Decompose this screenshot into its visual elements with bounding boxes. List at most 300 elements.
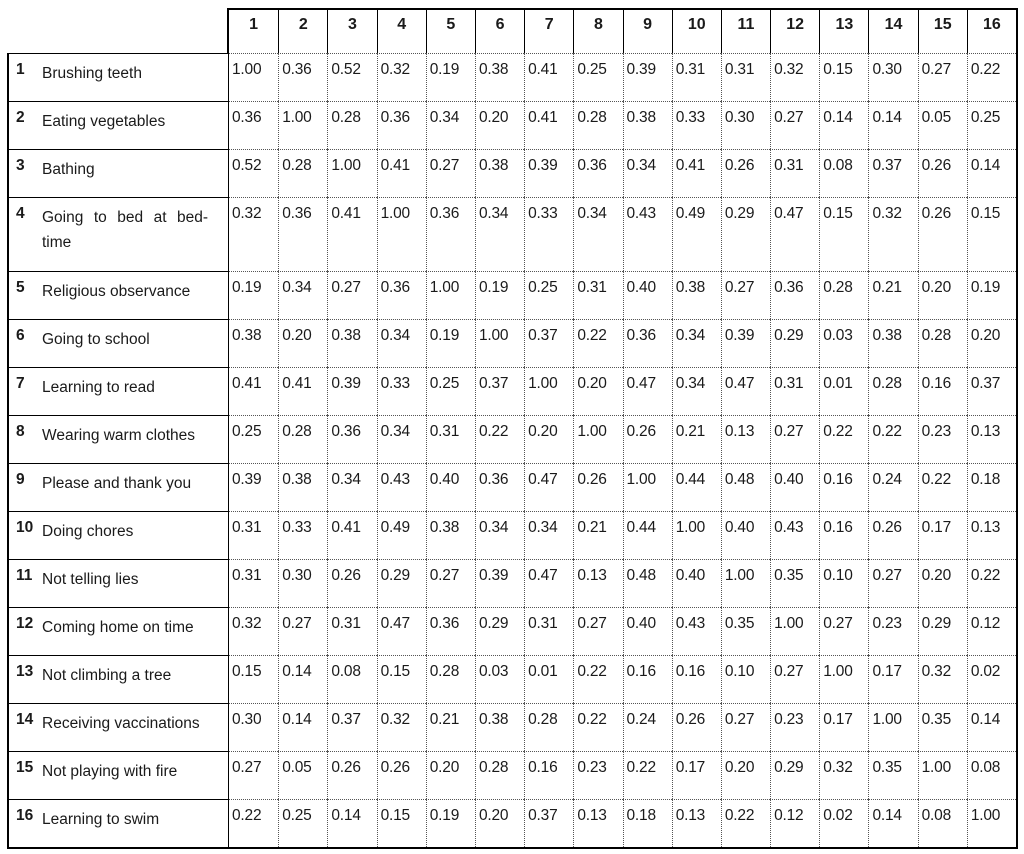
matrix-value: 0.14 xyxy=(868,101,917,149)
matrix-value: 0.34 xyxy=(573,197,622,271)
matrix-value: 0.22 xyxy=(721,799,770,847)
matrix-value: 0.10 xyxy=(819,559,868,607)
matrix-value: 0.37 xyxy=(524,319,573,367)
matrix-value: 0.02 xyxy=(819,799,868,847)
column-header: 6 xyxy=(475,10,524,53)
matrix-value: 0.34 xyxy=(475,197,524,271)
matrix-value: 0.31 xyxy=(721,53,770,101)
matrix-value: 0.14 xyxy=(278,703,327,751)
row-label: Wearing warm clothes xyxy=(42,415,229,463)
matrix-value: 0.38 xyxy=(475,703,524,751)
column-header: 1 xyxy=(249,16,259,33)
matrix-value: 0.28 xyxy=(868,367,917,415)
matrix-value: 0.15 xyxy=(377,655,426,703)
matrix-value: 0.47 xyxy=(721,367,770,415)
matrix-value: 0.47 xyxy=(623,367,672,415)
row-label: Doing chores xyxy=(42,511,229,559)
row-number: 12 xyxy=(9,607,42,655)
row-label: Not playing with fire xyxy=(42,751,229,799)
column-header: 4 xyxy=(377,10,426,53)
matrix-value: 0.27 xyxy=(770,101,819,149)
matrix-value: 0.36 xyxy=(278,53,327,101)
matrix-value: 0.27 xyxy=(426,149,475,197)
table-row xyxy=(9,655,1016,703)
matrix-value: 0.27 xyxy=(327,271,376,319)
matrix-value: 0.16 xyxy=(524,751,573,799)
matrix-value: 0.39 xyxy=(623,53,672,101)
matrix-value: 0.30 xyxy=(868,53,917,101)
matrix-value: 0.41 xyxy=(672,149,721,197)
matrix-value: 0.36 xyxy=(229,101,278,149)
matrix-value: 0.32 xyxy=(819,751,868,799)
matrix-value: 0.22 xyxy=(967,53,1016,101)
matrix-value: 0.03 xyxy=(819,319,868,367)
matrix-value: 0.16 xyxy=(918,367,967,415)
matrix-value: 0.13 xyxy=(967,415,1016,463)
matrix-value: 0.19 xyxy=(229,271,278,319)
matrix-value: 0.23 xyxy=(770,703,819,751)
row-label: Going to bed at bed-time xyxy=(42,197,229,271)
column-header: 5 xyxy=(426,10,475,53)
matrix-value: 0.35 xyxy=(721,607,770,655)
matrix-value: 0.48 xyxy=(623,559,672,607)
row-number: 9 xyxy=(9,463,42,511)
matrix-value: 0.23 xyxy=(573,751,622,799)
matrix-value: 0.08 xyxy=(967,751,1016,799)
matrix-value: 0.26 xyxy=(868,511,917,559)
matrix-value: 0.17 xyxy=(819,703,868,751)
matrix-value: 0.38 xyxy=(623,101,672,149)
matrix-value: 0.48 xyxy=(721,463,770,511)
column-header: 9 xyxy=(623,10,672,53)
header-row xyxy=(227,8,1018,53)
row-label: Please and thank you xyxy=(42,463,229,511)
matrix-value: 0.20 xyxy=(721,751,770,799)
matrix-value: 0.13 xyxy=(573,799,622,847)
matrix-value: 1.00 xyxy=(475,319,524,367)
matrix-value: 0.15 xyxy=(377,799,426,847)
matrix-value: 0.28 xyxy=(819,271,868,319)
column-header: 16 xyxy=(967,10,1016,53)
matrix-value: 0.21 xyxy=(573,511,622,559)
matrix-value: 0.18 xyxy=(623,799,672,847)
matrix-value: 0.26 xyxy=(918,149,967,197)
matrix-value: 0.34 xyxy=(426,101,475,149)
matrix-value: 0.32 xyxy=(377,703,426,751)
matrix-value: 0.39 xyxy=(327,367,376,415)
matrix-value: 0.49 xyxy=(672,197,721,271)
matrix-value: 0.26 xyxy=(918,197,967,271)
matrix-value: 0.36 xyxy=(426,197,475,271)
matrix-value: 0.15 xyxy=(229,655,278,703)
matrix-value: 1.00 xyxy=(327,149,376,197)
matrix-value: 0.26 xyxy=(327,559,376,607)
matrix-value: 0.21 xyxy=(672,415,721,463)
matrix-value: 0.14 xyxy=(327,799,376,847)
matrix-value: 0.01 xyxy=(819,367,868,415)
row-number: 16 xyxy=(9,799,42,847)
matrix-value: 0.28 xyxy=(573,101,622,149)
matrix-value: 0.27 xyxy=(721,703,770,751)
matrix-value: 1.00 xyxy=(819,655,868,703)
matrix-value: 0.40 xyxy=(672,559,721,607)
matrix-value: 1.00 xyxy=(721,559,770,607)
matrix-value: 0.32 xyxy=(229,607,278,655)
matrix-value: 0.32 xyxy=(377,53,426,101)
matrix-value: 0.39 xyxy=(475,559,524,607)
row-label: Not climbing a tree xyxy=(42,655,229,703)
row-number: 2 xyxy=(9,101,42,149)
matrix-value: 0.27 xyxy=(868,559,917,607)
column-header: 2 xyxy=(278,10,327,53)
matrix-value: 0.34 xyxy=(672,367,721,415)
matrix-value: 0.34 xyxy=(377,415,426,463)
matrix-value: 0.27 xyxy=(278,607,327,655)
matrix-value: 0.31 xyxy=(573,271,622,319)
matrix-value: 1.00 xyxy=(229,53,278,101)
matrix-value: 0.22 xyxy=(623,751,672,799)
matrix-value: 0.19 xyxy=(475,271,524,319)
matrix-value: 0.47 xyxy=(524,463,573,511)
matrix-value: 0.19 xyxy=(426,799,475,847)
matrix-value: 0.31 xyxy=(426,415,475,463)
table-row xyxy=(9,415,1016,463)
matrix-value: 0.27 xyxy=(426,559,475,607)
matrix-value: 0.25 xyxy=(426,367,475,415)
matrix-value: 0.30 xyxy=(278,559,327,607)
matrix-value: 0.26 xyxy=(573,463,622,511)
matrix-value: 0.40 xyxy=(426,463,475,511)
matrix-value: 0.43 xyxy=(770,511,819,559)
matrix-value: 0.23 xyxy=(918,415,967,463)
matrix-value: 0.33 xyxy=(278,511,327,559)
matrix-value: 0.31 xyxy=(524,607,573,655)
table-row xyxy=(9,751,1016,799)
matrix-value: 0.28 xyxy=(278,149,327,197)
table-body xyxy=(7,53,1018,849)
row-number: 14 xyxy=(9,703,42,751)
matrix-value: 0.41 xyxy=(327,511,376,559)
matrix-value: 0.39 xyxy=(524,149,573,197)
matrix-value: 0.21 xyxy=(868,271,917,319)
matrix-value: 0.28 xyxy=(327,101,376,149)
row-label: Not telling lies xyxy=(42,559,229,607)
matrix-value: 0.37 xyxy=(868,149,917,197)
row-label: Going to school xyxy=(42,319,229,367)
row-number: 6 xyxy=(9,319,42,367)
matrix-value: 1.00 xyxy=(770,607,819,655)
matrix-value: 0.16 xyxy=(672,655,721,703)
matrix-value: 0.34 xyxy=(278,271,327,319)
column-header: 15 xyxy=(918,10,967,53)
table-row xyxy=(9,271,1016,319)
matrix-value: 0.19 xyxy=(426,319,475,367)
matrix-value: 0.31 xyxy=(229,511,278,559)
matrix-value: 0.37 xyxy=(327,703,376,751)
matrix-value: 0.49 xyxy=(377,511,426,559)
matrix-value: 0.21 xyxy=(426,703,475,751)
matrix-value: 0.14 xyxy=(868,799,917,847)
matrix-value: 0.24 xyxy=(868,463,917,511)
matrix-value: 0.25 xyxy=(573,53,622,101)
matrix-value: 0.20 xyxy=(426,751,475,799)
matrix-value: 0.24 xyxy=(623,703,672,751)
table-row xyxy=(9,319,1016,367)
matrix-value: 0.43 xyxy=(672,607,721,655)
matrix-value: 0.37 xyxy=(475,367,524,415)
matrix-value: 0.17 xyxy=(868,655,917,703)
matrix-value: 0.38 xyxy=(475,149,524,197)
matrix-value: 0.12 xyxy=(967,607,1016,655)
matrix-value: 0.36 xyxy=(475,463,524,511)
row-number: 15 xyxy=(9,751,42,799)
matrix-value: 1.00 xyxy=(623,463,672,511)
matrix-value: 0.22 xyxy=(573,703,622,751)
row-number: 4 xyxy=(9,197,42,271)
matrix-value: 0.52 xyxy=(327,53,376,101)
matrix-value: 0.38 xyxy=(475,53,524,101)
matrix-value: 0.13 xyxy=(573,559,622,607)
row-label: Coming home on time xyxy=(42,607,229,655)
matrix-value: 0.32 xyxy=(229,197,278,271)
matrix-value: 0.22 xyxy=(475,415,524,463)
matrix-value: 0.27 xyxy=(918,53,967,101)
matrix-value: 1.00 xyxy=(868,703,917,751)
matrix-value: 0.27 xyxy=(770,655,819,703)
matrix-value: 0.47 xyxy=(377,607,426,655)
row-number: 8 xyxy=(9,415,42,463)
matrix-value: 0.14 xyxy=(967,703,1016,751)
matrix-value: 0.29 xyxy=(721,197,770,271)
matrix-value: 0.10 xyxy=(721,655,770,703)
matrix-value: 0.40 xyxy=(623,271,672,319)
matrix-value: 0.08 xyxy=(327,655,376,703)
matrix-value: 0.19 xyxy=(426,53,475,101)
correlation-matrix-table xyxy=(7,8,1018,849)
matrix-value: 0.13 xyxy=(672,799,721,847)
matrix-value: 0.16 xyxy=(819,511,868,559)
matrix-value: 0.22 xyxy=(868,415,917,463)
matrix-value: 0.28 xyxy=(475,751,524,799)
matrix-value: 0.33 xyxy=(524,197,573,271)
matrix-value: 0.26 xyxy=(327,751,376,799)
matrix-value: 0.20 xyxy=(524,415,573,463)
matrix-value: 0.40 xyxy=(721,511,770,559)
matrix-value: 0.33 xyxy=(377,367,426,415)
matrix-value: 0.29 xyxy=(918,607,967,655)
matrix-value: 0.29 xyxy=(377,559,426,607)
matrix-value: 0.28 xyxy=(918,319,967,367)
matrix-value: 0.13 xyxy=(967,511,1016,559)
matrix-value: 0.36 xyxy=(770,271,819,319)
matrix-value: 0.32 xyxy=(918,655,967,703)
matrix-value: 0.28 xyxy=(278,415,327,463)
row-label: Eating vegetables xyxy=(42,101,229,149)
matrix-value: 0.40 xyxy=(623,607,672,655)
matrix-value: 0.08 xyxy=(918,799,967,847)
matrix-value: 0.20 xyxy=(278,319,327,367)
matrix-value: 0.29 xyxy=(770,751,819,799)
matrix-value: 0.36 xyxy=(573,149,622,197)
matrix-value: 0.03 xyxy=(475,655,524,703)
matrix-value: 0.01 xyxy=(524,655,573,703)
row-number: 13 xyxy=(9,655,42,703)
matrix-value: 0.38 xyxy=(672,271,721,319)
matrix-value: 0.22 xyxy=(819,415,868,463)
matrix-value: 0.12 xyxy=(770,799,819,847)
matrix-value: 0.34 xyxy=(623,149,672,197)
matrix-value: 0.32 xyxy=(868,197,917,271)
matrix-value: 0.34 xyxy=(672,319,721,367)
matrix-value: 0.35 xyxy=(868,751,917,799)
matrix-value: 0.22 xyxy=(967,559,1016,607)
table-row xyxy=(9,149,1016,197)
matrix-value: 0.14 xyxy=(967,149,1016,197)
matrix-value: 0.41 xyxy=(524,101,573,149)
table-row xyxy=(9,703,1016,751)
matrix-value: 0.14 xyxy=(278,655,327,703)
matrix-value: 0.28 xyxy=(426,655,475,703)
matrix-value: 0.26 xyxy=(721,149,770,197)
matrix-value: 0.27 xyxy=(229,751,278,799)
row-label: Learning to read xyxy=(42,367,229,415)
matrix-value: 1.00 xyxy=(278,101,327,149)
matrix-value: 0.36 xyxy=(377,101,426,149)
matrix-value: 0.44 xyxy=(623,511,672,559)
row-label: Brushing teeth xyxy=(42,53,229,101)
matrix-value: 0.15 xyxy=(967,197,1016,271)
matrix-value: 0.44 xyxy=(672,463,721,511)
table-row xyxy=(9,559,1016,607)
table-row xyxy=(9,367,1016,415)
matrix-value: 0.39 xyxy=(229,463,278,511)
matrix-value: 0.02 xyxy=(967,655,1016,703)
table-row xyxy=(9,463,1016,511)
matrix-value: 1.00 xyxy=(377,197,426,271)
matrix-value: 0.31 xyxy=(770,367,819,415)
matrix-value: 0.29 xyxy=(475,607,524,655)
column-header: 10 xyxy=(672,10,721,53)
matrix-value: 0.20 xyxy=(967,319,1016,367)
matrix-value: 0.22 xyxy=(573,655,622,703)
table-row xyxy=(9,799,1016,847)
row-label: Learning to swim xyxy=(42,799,229,847)
matrix-value: 0.34 xyxy=(475,511,524,559)
matrix-value: 0.15 xyxy=(819,53,868,101)
matrix-value: 0.17 xyxy=(672,751,721,799)
table-row xyxy=(9,607,1016,655)
matrix-value: 0.38 xyxy=(426,511,475,559)
table-row xyxy=(9,101,1016,149)
matrix-value: 0.31 xyxy=(770,149,819,197)
matrix-value: 0.34 xyxy=(327,463,376,511)
matrix-value: 0.41 xyxy=(278,367,327,415)
matrix-value: 0.25 xyxy=(967,101,1016,149)
matrix-value: 0.34 xyxy=(524,511,573,559)
matrix-value: 0.19 xyxy=(967,271,1016,319)
column-header: 14 xyxy=(868,10,917,53)
matrix-value: 0.25 xyxy=(278,799,327,847)
matrix-value: 0.36 xyxy=(377,271,426,319)
row-label: Bathing xyxy=(42,149,229,197)
matrix-value: 0.16 xyxy=(623,655,672,703)
matrix-value: 1.00 xyxy=(426,271,475,319)
table-row xyxy=(9,511,1016,559)
row-number: 3 xyxy=(9,149,42,197)
matrix-value: 0.25 xyxy=(524,271,573,319)
matrix-value: 0.36 xyxy=(623,319,672,367)
row-label: Receiving vaccinations xyxy=(42,703,229,751)
matrix-value: 0.38 xyxy=(278,463,327,511)
matrix-value: 0.20 xyxy=(918,559,967,607)
matrix-value: 0.41 xyxy=(229,367,278,415)
matrix-value: 0.29 xyxy=(770,319,819,367)
matrix-value: 0.37 xyxy=(524,799,573,847)
matrix-value: 0.41 xyxy=(524,53,573,101)
matrix-value: 0.41 xyxy=(327,197,376,271)
matrix-value: 0.38 xyxy=(868,319,917,367)
matrix-value: 1.00 xyxy=(672,511,721,559)
matrix-value: 0.20 xyxy=(475,799,524,847)
matrix-value: 0.30 xyxy=(229,703,278,751)
matrix-value: 0.30 xyxy=(721,101,770,149)
row-number: 7 xyxy=(9,367,42,415)
matrix-value: 0.43 xyxy=(623,197,672,271)
matrix-value: 0.27 xyxy=(770,415,819,463)
column-header: 7 xyxy=(524,10,573,53)
column-header: 12 xyxy=(770,10,819,53)
matrix-value: 0.20 xyxy=(475,101,524,149)
matrix-value: 0.40 xyxy=(770,463,819,511)
matrix-value: 0.31 xyxy=(672,53,721,101)
matrix-value: 0.26 xyxy=(672,703,721,751)
matrix-value: 0.20 xyxy=(918,271,967,319)
matrix-value: 0.08 xyxy=(819,149,868,197)
matrix-value: 0.36 xyxy=(327,415,376,463)
matrix-value: 0.34 xyxy=(377,319,426,367)
column-header: 3 xyxy=(327,10,376,53)
matrix-value: 0.47 xyxy=(524,559,573,607)
matrix-value: 0.36 xyxy=(278,197,327,271)
matrix-value: 0.35 xyxy=(770,559,819,607)
matrix-value: 0.22 xyxy=(918,463,967,511)
matrix-value: 0.35 xyxy=(918,703,967,751)
column-header: 8 xyxy=(573,10,622,53)
matrix-value: 0.16 xyxy=(819,463,868,511)
matrix-value: 0.22 xyxy=(573,319,622,367)
matrix-value: 0.25 xyxy=(229,415,278,463)
matrix-value: 0.27 xyxy=(721,271,770,319)
table-row xyxy=(9,197,1016,271)
row-number: 11 xyxy=(9,559,42,607)
matrix-value: 0.15 xyxy=(819,197,868,271)
matrix-value: 0.27 xyxy=(573,607,622,655)
matrix-value: 0.39 xyxy=(721,319,770,367)
matrix-value: 0.05 xyxy=(918,101,967,149)
matrix-value: 0.05 xyxy=(278,751,327,799)
matrix-value: 1.00 xyxy=(918,751,967,799)
matrix-value: 0.26 xyxy=(377,751,426,799)
matrix-value: 0.26 xyxy=(623,415,672,463)
column-header: 11 xyxy=(721,10,770,53)
matrix-value: 0.43 xyxy=(377,463,426,511)
matrix-value: 1.00 xyxy=(967,799,1016,847)
matrix-value: 0.22 xyxy=(229,799,278,847)
matrix-value: 0.28 xyxy=(524,703,573,751)
matrix-value: 0.31 xyxy=(229,559,278,607)
matrix-value: 1.00 xyxy=(524,367,573,415)
matrix-value: 0.41 xyxy=(377,149,426,197)
